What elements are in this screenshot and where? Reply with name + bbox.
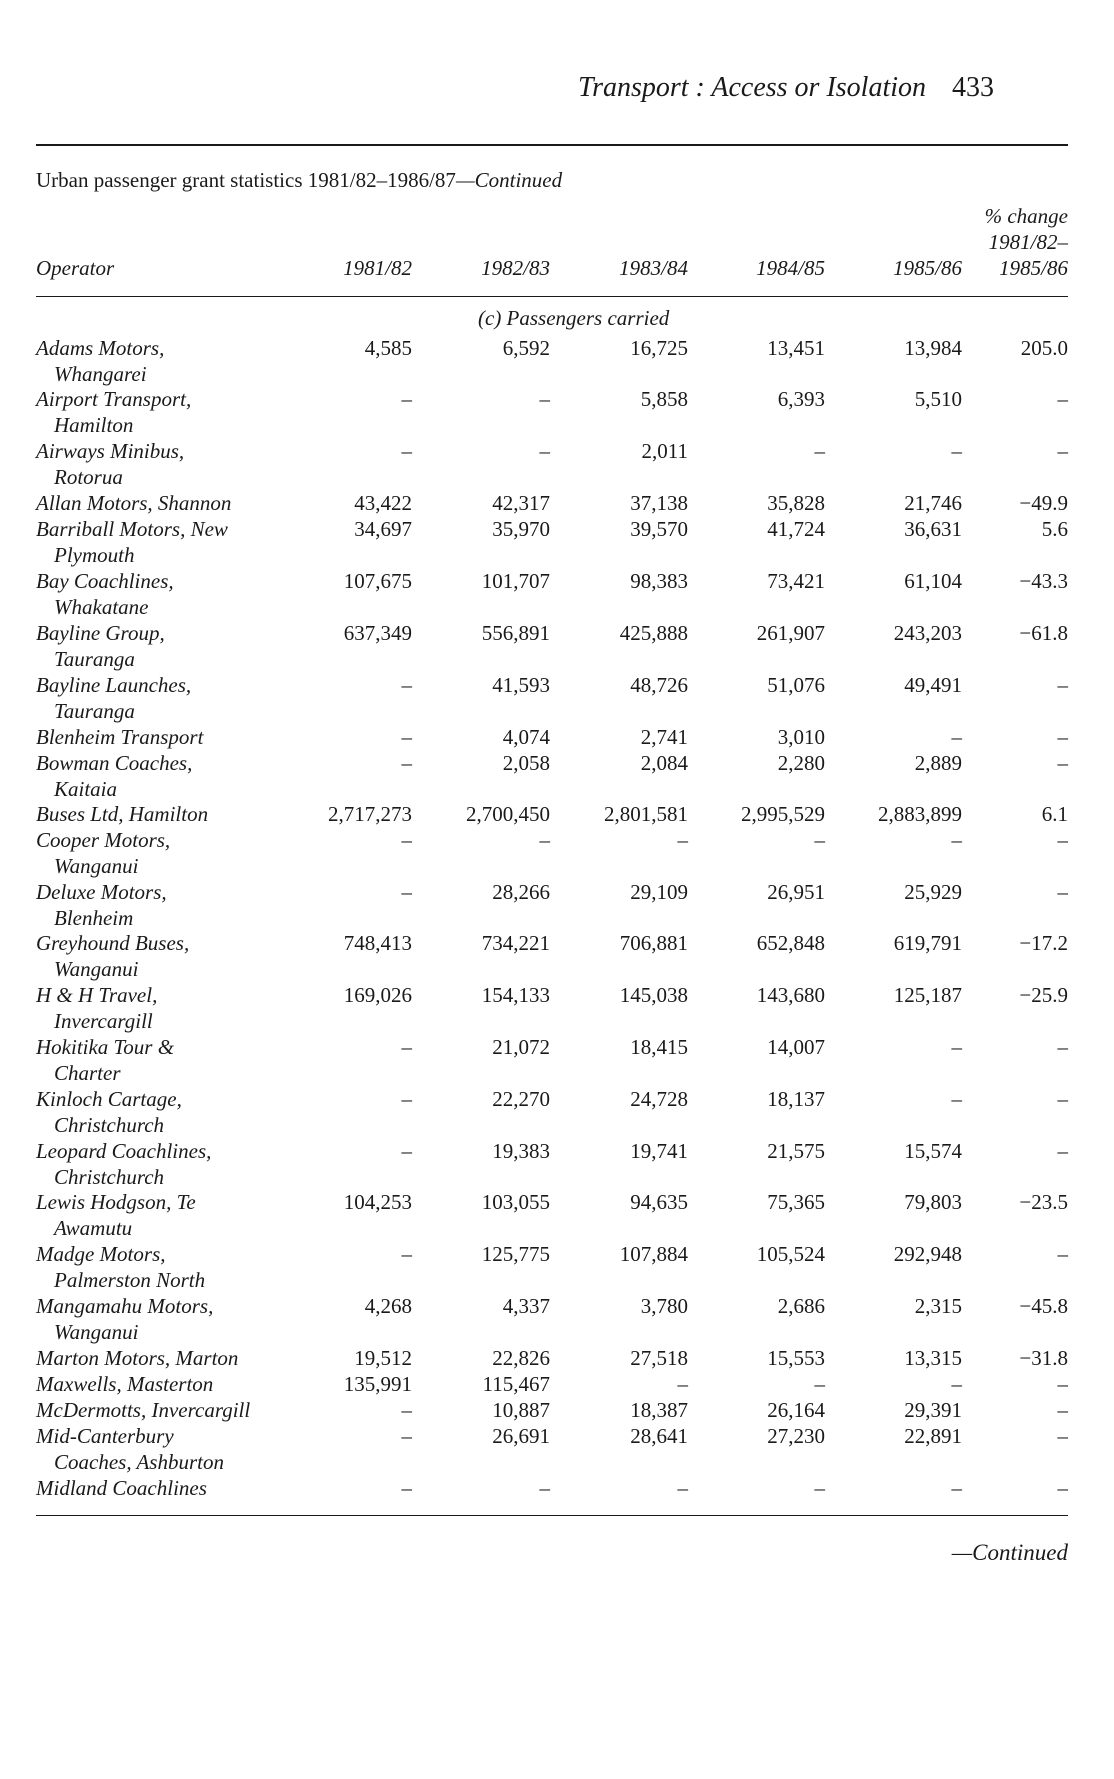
operator-name: Blenheim Transport	[36, 725, 204, 749]
operator-cell	[36, 724, 203, 750]
value-cell: –	[814, 1476, 825, 1500]
value-cell: 2,315	[914, 1294, 962, 1318]
operator-name: Greyhound Buses,	[36, 931, 190, 955]
operator-location: Wanganui	[54, 1320, 139, 1344]
percent-change-cell: –	[1057, 1476, 1068, 1500]
table-row	[0, 620, 1114, 672]
value-cell: 4,337	[502, 1294, 550, 1318]
value-cell: 37,138	[630, 491, 688, 515]
percent-change-cell: 6.1	[1041, 802, 1068, 826]
value-cell: –	[951, 1476, 962, 1500]
operator-location: Blenheim	[54, 906, 134, 930]
table-row	[0, 1241, 1114, 1293]
percent-change-cell: –	[1057, 673, 1068, 697]
value-cell: –	[401, 673, 412, 697]
value-cell: –	[401, 828, 412, 852]
value-cell: 13,451	[767, 336, 825, 360]
percent-change-cell: –	[1057, 880, 1068, 904]
percent-change-cell: –	[1057, 828, 1068, 852]
value-cell: 73,421	[767, 569, 825, 593]
value-cell: 2,801,581	[604, 802, 688, 826]
operator-cell	[36, 516, 228, 568]
operator-cell	[36, 672, 191, 724]
operator-name: Deluxe Motors,	[36, 880, 167, 904]
value-cell: 19,741	[630, 1139, 688, 1163]
operator-location: Plymouth	[54, 543, 135, 567]
value-cell: 21,072	[492, 1035, 550, 1059]
operator-cell	[36, 490, 231, 516]
percent-change-cell: −23.5	[1019, 1190, 1068, 1214]
value-cell: –	[677, 1372, 688, 1396]
operator-name: Leopard Coachlines,	[36, 1139, 212, 1163]
bottom-rule	[36, 1515, 1068, 1516]
value-cell: 107,884	[619, 1242, 688, 1266]
col-header-1983-84: 1983/84	[619, 256, 688, 280]
value-cell: 6,592	[502, 336, 550, 360]
value-cell: –	[401, 1035, 412, 1059]
table-row	[0, 1034, 1114, 1086]
percent-change-cell: –	[1057, 1242, 1068, 1266]
operator-cell	[36, 568, 174, 620]
value-cell: 556,891	[481, 621, 550, 645]
col-header-operator: Operator	[36, 256, 115, 280]
value-cell: –	[401, 439, 412, 463]
table-row	[0, 1086, 1114, 1138]
operator-name: Buses Ltd, Hamilton	[36, 802, 209, 826]
value-cell: –	[814, 828, 825, 852]
value-cell: –	[814, 439, 825, 463]
operator-name: Airport Transport,	[36, 387, 192, 411]
value-cell: 135,991	[343, 1372, 412, 1396]
value-cell: –	[539, 387, 550, 411]
value-cell: 24,728	[630, 1087, 688, 1111]
operator-location: Tauranga	[54, 647, 135, 671]
operator-cell	[36, 620, 165, 672]
value-cell: 22,270	[492, 1087, 550, 1111]
value-cell: 2,011	[641, 439, 688, 463]
operator-cell	[36, 386, 191, 438]
table-row	[0, 516, 1114, 568]
value-cell: 125,775	[481, 1242, 550, 1266]
value-cell: 154,133	[481, 983, 550, 1007]
operator-cell	[36, 750, 192, 802]
table-row	[0, 335, 1114, 387]
value-cell: 13,984	[904, 336, 962, 360]
value-cell: 26,164	[767, 1398, 825, 1422]
operator-name: Cooper Motors,	[36, 828, 171, 852]
section-label: (c) Passengers carried	[478, 306, 670, 330]
operator-cell	[36, 335, 164, 387]
value-cell: 21,746	[904, 491, 962, 515]
operator-location: Wanganui	[54, 854, 139, 878]
value-cell: 3,010	[777, 725, 825, 749]
value-cell: 18,137	[767, 1087, 825, 1111]
col-header-1984-85: 1984/85	[756, 256, 825, 280]
operator-cell	[36, 1189, 196, 1241]
value-cell: 5,858	[640, 387, 688, 411]
value-cell: 425,888	[619, 621, 688, 645]
value-cell: 104,253	[343, 1190, 412, 1214]
value-cell: 169,026	[343, 983, 412, 1007]
value-cell: 652,848	[756, 931, 825, 955]
value-cell: –	[951, 1372, 962, 1396]
operator-name: Kinloch Cartage,	[36, 1087, 182, 1111]
col-header-1985-86: 1985/86	[893, 256, 962, 280]
value-cell: 35,828	[767, 491, 825, 515]
percent-change-cell: –	[1057, 1424, 1068, 1448]
operator-name: Adams Motors,	[36, 336, 165, 360]
value-cell: –	[401, 1087, 412, 1111]
value-cell: 4,585	[364, 336, 412, 360]
continued-note: —Continued	[951, 1540, 1068, 1565]
operator-location: Wanganui	[54, 957, 139, 981]
table-row	[0, 1189, 1114, 1241]
value-cell: –	[401, 1476, 412, 1500]
value-cell: 5,510	[914, 387, 962, 411]
percent-change-cell: –	[1057, 1398, 1068, 1422]
percent-change-cell: −49.9	[1019, 491, 1068, 515]
value-cell: 48,726	[630, 673, 688, 697]
operator-name: Midland Coachlines	[36, 1476, 207, 1500]
value-cell: 2,280	[777, 751, 825, 775]
table-row	[0, 1423, 1114, 1475]
value-cell: –	[401, 751, 412, 775]
value-cell: 28,641	[630, 1424, 688, 1448]
value-cell: 27,518	[630, 1346, 688, 1370]
value-cell: 734,221	[481, 931, 550, 955]
table-row	[0, 568, 1114, 620]
value-cell: 42,317	[492, 491, 550, 515]
percent-change-cell: –	[1057, 439, 1068, 463]
col-header-1981-82: 1981/82	[343, 256, 412, 280]
operator-location: Palmerston North	[54, 1268, 206, 1292]
value-cell: 145,038	[619, 983, 688, 1007]
operator-name: Bay Coachlines,	[36, 569, 174, 593]
value-cell: 61,104	[904, 569, 962, 593]
value-cell: 39,570	[630, 517, 688, 541]
value-cell: 94,635	[630, 1190, 688, 1214]
value-cell: 75,365	[767, 1190, 825, 1214]
operator-name: H & H Travel,	[36, 983, 158, 1007]
operator-location: Coaches, Ashburton	[54, 1450, 224, 1474]
percent-change-cell: −17.2	[1019, 931, 1068, 955]
top-rule	[36, 144, 1068, 146]
value-cell: –	[951, 1035, 962, 1059]
value-cell: 29,391	[904, 1398, 962, 1422]
table-row	[0, 1293, 1114, 1345]
operator-name: McDermotts, Invercargill	[36, 1398, 251, 1422]
operator-name: Hokitika Tour &	[36, 1035, 175, 1059]
value-cell: 2,889	[914, 751, 962, 775]
value-cell: 143,680	[756, 983, 825, 1007]
table-row	[0, 1475, 1114, 1527]
col-header-change-line3: 1985/86	[999, 256, 1068, 280]
table-row	[0, 982, 1114, 1034]
value-cell: 25,929	[904, 880, 962, 904]
operator-cell	[36, 801, 208, 827]
value-cell: –	[677, 1476, 688, 1500]
percent-change-cell: 205.0	[1020, 336, 1068, 360]
table-row	[0, 1138, 1114, 1190]
operator-location: Rotorua	[54, 465, 123, 489]
value-cell: 3,780	[640, 1294, 688, 1318]
value-cell: 261,907	[756, 621, 825, 645]
value-cell: –	[401, 880, 412, 904]
percent-change-cell: −61.8	[1019, 621, 1068, 645]
value-cell: –	[401, 1139, 412, 1163]
operator-name: Mangamahu Motors,	[36, 1294, 214, 1318]
operator-name: Airways Minibus,	[36, 439, 185, 463]
table-title-continued: —Continued	[455, 168, 563, 192]
operator-cell	[36, 438, 184, 490]
operator-name: Marton Motors, Marton	[36, 1346, 239, 1370]
value-cell: –	[814, 1372, 825, 1396]
value-cell: 2,883,899	[878, 802, 962, 826]
value-cell: 2,717,273	[328, 802, 412, 826]
value-cell: 26,951	[767, 880, 825, 904]
operator-cell	[36, 827, 170, 879]
operator-cell	[36, 1345, 238, 1371]
operator-name: Mid-Canterbury	[36, 1424, 174, 1448]
percent-change-cell: –	[1057, 387, 1068, 411]
value-cell: 107,675	[343, 569, 412, 593]
table-row	[0, 386, 1114, 438]
value-cell: –	[951, 1087, 962, 1111]
operator-cell	[36, 1475, 207, 1501]
value-cell: 103,055	[481, 1190, 550, 1214]
col-header-change-line1: % change	[984, 204, 1068, 228]
table-row	[0, 930, 1114, 982]
operator-name: Maxwells, Masterton	[36, 1372, 214, 1396]
operator-name: Barriball Motors, New	[36, 517, 228, 541]
percent-change-cell: 5.6	[1041, 517, 1068, 541]
value-cell: 292,948	[893, 1242, 962, 1266]
value-cell: 19,383	[492, 1139, 550, 1163]
value-cell: –	[677, 828, 688, 852]
value-cell: 637,349	[343, 621, 412, 645]
value-cell: 2,741	[640, 725, 688, 749]
value-cell: 28,266	[492, 880, 550, 904]
running-head	[578, 72, 994, 104]
percent-change-cell: –	[1057, 1139, 1068, 1163]
percent-change-cell: –	[1057, 751, 1068, 775]
operator-location: Whakatane	[54, 595, 149, 619]
value-cell: 79,803	[904, 1190, 962, 1214]
value-cell: 15,574	[904, 1139, 962, 1163]
col-header-1982-83: 1982/83	[481, 256, 550, 280]
value-cell: –	[401, 387, 412, 411]
operator-name: Bayline Launches,	[36, 673, 192, 697]
value-cell: –	[539, 1476, 550, 1500]
value-cell: 43,422	[354, 491, 412, 515]
operator-location: Charter	[54, 1061, 121, 1085]
percent-change-cell: −45.8	[1019, 1294, 1068, 1318]
value-cell: 22,826	[492, 1346, 550, 1370]
value-cell: 41,593	[492, 673, 550, 697]
operator-name: Madge Motors,	[36, 1242, 166, 1266]
running-head-title: Transport : Access or Isolation	[578, 72, 926, 103]
value-cell: 41,724	[767, 517, 825, 541]
table-row	[0, 750, 1114, 802]
operator-location: Christchurch	[54, 1165, 165, 1189]
operator-name: Lewis Hodgson, Te	[36, 1190, 196, 1214]
value-cell: 18,387	[630, 1398, 688, 1422]
table-row	[0, 827, 1114, 879]
value-cell: 10,887	[492, 1398, 550, 1422]
operator-name: Bayline Group,	[36, 621, 165, 645]
value-cell: 36,631	[904, 517, 962, 541]
percent-change-cell: −25.9	[1019, 983, 1068, 1007]
value-cell: –	[401, 1242, 412, 1266]
table-row	[0, 879, 1114, 931]
operator-cell	[36, 1138, 211, 1190]
value-cell: 4,074	[502, 725, 550, 749]
value-cell: –	[401, 1424, 412, 1448]
operator-location: Invercargill	[54, 1009, 153, 1033]
value-cell: 706,881	[619, 931, 688, 955]
percent-change-cell: −31.8	[1019, 1346, 1068, 1370]
value-cell: 35,970	[492, 517, 550, 541]
value-cell: 29,109	[630, 880, 688, 904]
value-cell: 27,230	[767, 1424, 825, 1448]
value-cell: 34,697	[354, 517, 412, 541]
value-cell: 115,467	[482, 1372, 550, 1396]
value-cell: –	[539, 439, 550, 463]
value-cell: 19,512	[354, 1346, 412, 1370]
table-row	[0, 672, 1114, 724]
operator-cell	[36, 1086, 182, 1138]
operator-cell	[36, 1423, 224, 1475]
value-cell: 2,700,450	[466, 802, 550, 826]
table-title-text: Urban passenger grant statistics 1981/82–1986/87	[36, 168, 456, 192]
value-cell: 15,553	[767, 1346, 825, 1370]
value-cell: 4,268	[364, 1294, 412, 1318]
operator-name: Bowman Coaches,	[36, 751, 193, 775]
operator-location: Awamutu	[54, 1216, 133, 1240]
value-cell: 22,891	[904, 1424, 962, 1448]
value-cell: –	[401, 725, 412, 749]
value-cell: 6,393	[777, 387, 825, 411]
header-rule	[36, 296, 1068, 297]
percent-change-cell: −43.3	[1019, 569, 1068, 593]
operator-location: Kaitaia	[54, 777, 118, 801]
value-cell: 98,383	[630, 569, 688, 593]
value-cell: 105,524	[756, 1242, 825, 1266]
value-cell: 619,791	[893, 931, 962, 955]
operator-cell	[36, 982, 157, 1034]
value-cell: 748,413	[343, 931, 412, 955]
table-title	[36, 168, 562, 193]
value-cell: 2,058	[502, 751, 550, 775]
value-cell: –	[951, 725, 962, 749]
operator-name: Allan Motors, Shannon	[36, 491, 232, 515]
page-number: 433	[952, 72, 994, 103]
value-cell: 18,415	[630, 1035, 688, 1059]
value-cell: 51,076	[767, 673, 825, 697]
value-cell: 13,315	[904, 1346, 962, 1370]
col-header-change-line2: 1981/82–	[988, 230, 1068, 254]
value-cell: –	[951, 439, 962, 463]
value-cell: 16,725	[630, 336, 688, 360]
value-cell: 125,187	[893, 983, 962, 1007]
operator-cell	[36, 879, 167, 931]
percent-change-cell: –	[1057, 1372, 1068, 1396]
value-cell: 21,575	[767, 1139, 825, 1163]
value-cell: 2,686	[777, 1294, 825, 1318]
value-cell: –	[951, 828, 962, 852]
table-row	[0, 438, 1114, 490]
operator-cell	[36, 1034, 174, 1086]
value-cell: –	[401, 1398, 412, 1422]
percent-change-cell: –	[1057, 725, 1068, 749]
value-cell: 26,691	[492, 1424, 550, 1448]
value-cell: 14,007	[767, 1035, 825, 1059]
value-cell: 2,995,529	[741, 802, 825, 826]
operator-location: Tauranga	[54, 699, 135, 723]
operator-location: Hamilton	[54, 413, 134, 437]
operator-cell	[36, 1397, 250, 1423]
operator-cell	[36, 930, 189, 982]
value-cell: –	[539, 828, 550, 852]
operator-cell	[36, 1293, 213, 1345]
operator-location: Christchurch	[54, 1113, 165, 1137]
value-cell: 243,203	[893, 621, 962, 645]
value-cell: 49,491	[904, 673, 962, 697]
operator-cell	[36, 1241, 205, 1293]
value-cell: 101,707	[481, 569, 550, 593]
percent-change-cell: –	[1057, 1087, 1068, 1111]
value-cell: 2,084	[640, 751, 688, 775]
percent-change-cell: –	[1057, 1035, 1068, 1059]
operator-location: Whangarei	[54, 362, 147, 386]
operator-cell	[36, 1371, 213, 1397]
